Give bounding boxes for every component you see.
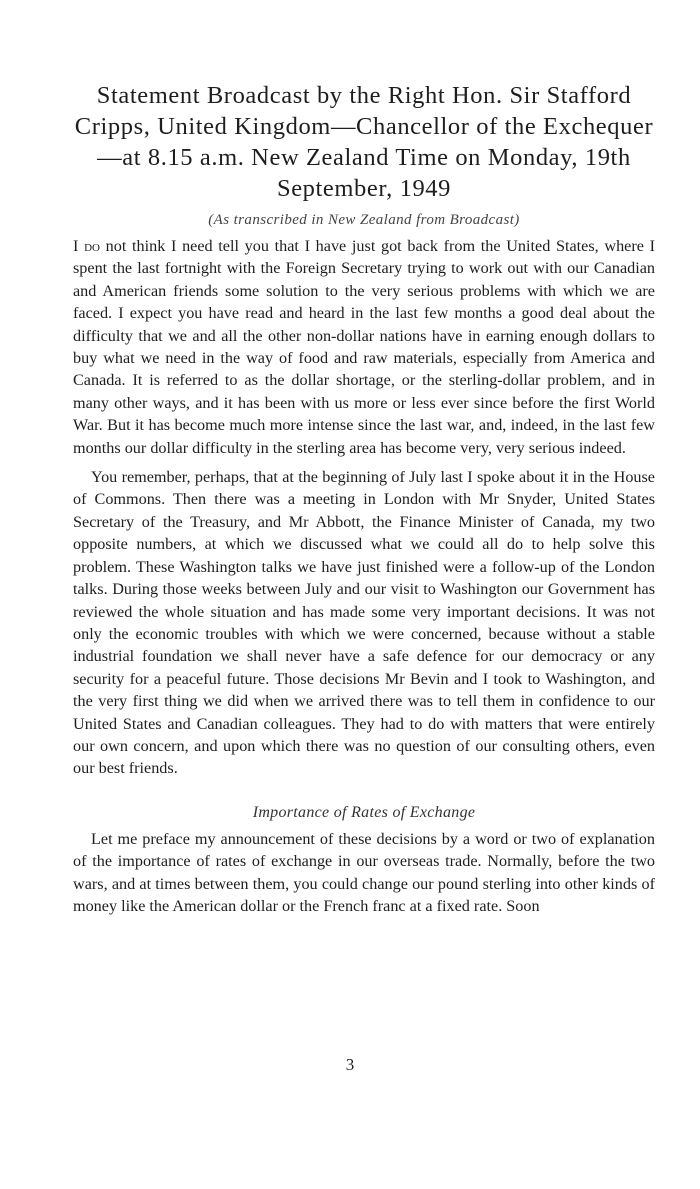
- paragraph-1: [73, 235, 655, 459]
- paragraph-1-text: not think I need tell you that I have just got back from the United States, where I spent the last fortnight with the Foreign Secretary trying to work out with our Canadian and American friends some solution to the very serious problems with which we are faced. I expect you have read and heard in the last few months a good deal about the difficulty that we and all the other non-dollar nations have in earning enough dollars to buy what we need in the way of food and raw materials, especially from America and Canada. It is referred to as the dollar shortage, or the sterling-dollar problem, and in many other ways, and it has been with us more or less ever since before the first World War. But it has become much more intense since the last war, and, indeed, in the last few months our dollar difficulty in the sterling area has become very, very serious indeed.: [73, 237, 655, 457]
- section-heading: Importance of Rates of Exchange: [252, 803, 476, 821]
- paragraph-1-lead: I do: [73, 237, 100, 255]
- document-title: Statement Broadcast by the Right Hon. Sir Stafford Cripps, United Kingdom—Chancellor of the Exchequer—at 8.15 a.m. New Zealand Time on Monday, 19th September, 1949: [74, 82, 654, 202]
- document-page: [73, 80, 655, 917]
- paragraph-2: You remember, perhaps, that at the beginning of July last I spoke about it in the House of Commons. Then there was a meeting in London with Mr Snyder, United States Secretary of the Treasury, and Mr Abbott, the Finance Minister of Canada, my two opposite numbers, at which we discussed what we could all do to help solve this problem. These Washington talks we have just finished were a follow-up of the London talks. During those weeks between July and our visit to Washington our Government has reviewed the whole situation and has made some very important decisions. It was not only the economic troubles with which we were concerned, because without a stable industrial foundation we shall never have a safe defence for our democracy or any security for a peaceful future. Those decisions Mr Bevin and I took to Washington, and the very first thing we did when we arrived there was to tell them in confidence to our United States and Canadian colleagues. They had to do with matters that were entirely our own concern, and upon which there was no question of our consulting others, even our best friends.: [73, 468, 655, 778]
- paragraph-3: Let me preface my announcement of these decisions by a word or two of explanation of the importance of rates of exchange in our overseas trade. Normally, before the two wars, and at times between them, you could change our pound sterling into other kinds of money like the American dollar or the French franc at a fixed rate. Soon: [73, 829, 655, 915]
- page-number: 3: [345, 1055, 355, 1074]
- document-subtitle: (As transcribed in New Zealand from Broadcast): [208, 212, 520, 228]
